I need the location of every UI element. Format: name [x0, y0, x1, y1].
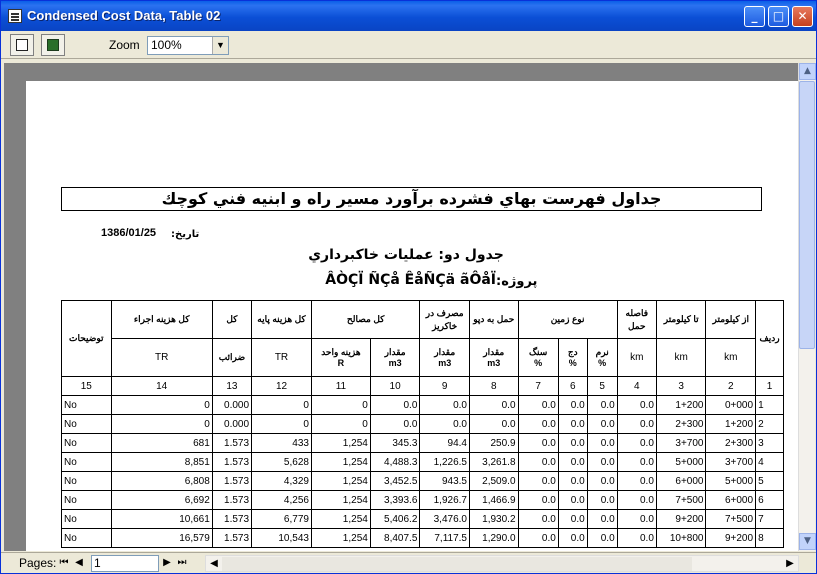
table-row — [62, 472, 784, 491]
unit-pct-1: % — [534, 358, 543, 368]
table-cell: 0.0 — [587, 491, 617, 510]
table-cell: 3,452.5 — [370, 472, 420, 491]
scroll-right-button[interactable]: ▶ — [786, 558, 794, 569]
table-cell: No — [62, 529, 112, 548]
table-cell: 5,406.2 — [370, 510, 420, 529]
table-cell: 681 — [111, 434, 212, 453]
table-cell: 10,543 — [252, 529, 312, 548]
table-cell: 5+000 — [656, 453, 706, 472]
table-cell: 9+200 — [656, 510, 706, 529]
table-cell: 2 — [756, 415, 784, 434]
table-cell: 10+800 — [656, 529, 706, 548]
table-cell: 0 — [311, 396, 370, 415]
table-cell: 0 — [252, 396, 312, 415]
table-cell: 0.0 — [617, 472, 656, 491]
table-cell: 5,628 — [252, 453, 312, 472]
table-cell: 8 — [756, 529, 784, 548]
unit-pct-3: % — [598, 358, 607, 368]
table-cell: 0.0 — [558, 510, 587, 529]
table-cell: 250.9 — [469, 434, 518, 453]
report-subtitle: جدول دو: عمليات خاكبرداري — [308, 247, 504, 263]
table-row — [62, 396, 784, 415]
header-to-km: تا كيلومتر — [656, 301, 706, 339]
table-cell: 3,261.8 — [469, 453, 518, 472]
table-cell: 0.0 — [617, 491, 656, 510]
table-cell: 0.0 — [587, 434, 617, 453]
table-cell: 0.0 — [558, 415, 587, 434]
header-qty-1 — [370, 339, 420, 377]
table-cell: 1.573 — [212, 491, 251, 510]
last-page-button[interactable]: ⏭ — [177, 557, 187, 568]
table-cell: 6,808 — [111, 472, 212, 491]
table-cell: 1.573 — [212, 510, 251, 529]
table-cell: 0.0 — [587, 415, 617, 434]
table-cell: 1,466.9 — [469, 491, 518, 510]
table-cell: 0.0 — [558, 491, 587, 510]
table-cell: 16,579 — [111, 529, 212, 548]
table-cell: 0.0 — [370, 396, 420, 415]
table-cell: 6 — [756, 491, 784, 510]
table-cell: 1.573 — [212, 453, 251, 472]
chevron-down-icon[interactable]: ▼ — [212, 37, 228, 54]
table-cell: 0.0 — [558, 453, 587, 472]
header-from-km: از كيلومتر — [706, 301, 756, 339]
unit-tr-2: TR — [252, 339, 312, 377]
zoom-select[interactable] — [147, 36, 229, 55]
horizontal-scrollbar[interactable] — [205, 555, 799, 572]
report-viewport — [4, 63, 798, 551]
unit-cost-label: هزينه واحد — [321, 347, 361, 357]
header-notes: توضيحات — [62, 301, 112, 377]
header-medium — [558, 339, 587, 377]
table-cell: 9+200 — [706, 529, 756, 548]
table-cell: 2+300 — [656, 415, 706, 434]
table-row — [62, 453, 784, 472]
table-cell: 6+000 — [706, 491, 756, 510]
unit-r: R — [337, 358, 345, 368]
unit-pct-2: % — [568, 358, 577, 368]
table-cell: 0.0 — [617, 510, 656, 529]
page-number-input[interactable]: 1 — [91, 555, 159, 572]
table-cell: 2,509.0 — [469, 472, 518, 491]
minimize-button[interactable]: _ — [744, 6, 765, 27]
header-rock — [518, 339, 558, 377]
header-total-base-cost: كل هزينه پايه — [252, 301, 312, 339]
table-row — [62, 510, 784, 529]
col-num: 12 — [252, 377, 312, 396]
unit-m3-3: m3 — [487, 358, 501, 368]
soft-label: نرم — [595, 347, 609, 357]
col-num: 4 — [617, 377, 656, 396]
cost-table — [61, 300, 784, 548]
table-cell: 0.0 — [518, 415, 558, 434]
table-cell: 0.0 — [587, 396, 617, 415]
medium-label: دج — [567, 347, 578, 357]
table-cell: 1,254 — [311, 491, 370, 510]
unit-tr-1: TR — [111, 339, 212, 377]
table-cell: 94.4 — [420, 434, 470, 453]
column-number-row — [62, 377, 784, 396]
prev-page-button[interactable]: ◀ — [75, 557, 83, 568]
table-cell: 1,254 — [311, 434, 370, 453]
table-cell: 0.0 — [518, 510, 558, 529]
export-button[interactable] — [41, 34, 65, 56]
col-num: 15 — [62, 377, 112, 396]
zoom-value: 100% — [151, 38, 182, 52]
table-cell: 433 — [252, 434, 312, 453]
table-cell: 0.0 — [420, 396, 470, 415]
table-cell: 0.0 — [617, 396, 656, 415]
table-cell: 0 — [252, 415, 312, 434]
date-value: 1386/01/25 — [101, 227, 157, 239]
header-soil-type: نوع زمين — [518, 301, 617, 339]
table-cell: 7,117.5 — [420, 529, 470, 548]
report-title: جداول فهرست بهاي فشرده برآورد مسير راه و ابنيه فني كوچك — [61, 187, 762, 211]
table-cell: 0.0 — [518, 434, 558, 453]
status-bar — [1, 552, 816, 573]
table-row — [62, 415, 784, 434]
pages-label: Pages: — [19, 556, 57, 570]
qty-label-2: مقدار — [434, 347, 456, 357]
table-cell: 0.000 — [212, 415, 251, 434]
table-cell: 0.0 — [558, 472, 587, 491]
table-row — [62, 491, 784, 510]
table-cell: 1 — [756, 396, 784, 415]
table-cell: 4,488.3 — [370, 453, 420, 472]
header-fill-use: مصرف در خاكريز — [420, 301, 470, 339]
header-row-number: رديف — [756, 301, 784, 377]
table-cell: 0.0 — [617, 453, 656, 472]
scroll-down-button[interactable]: ▼ — [799, 533, 816, 550]
table-cell: 0.0 — [518, 491, 558, 510]
col-num: 7 — [518, 377, 558, 396]
header-qty-3 — [469, 339, 518, 377]
table-cell: 10,661 — [111, 510, 212, 529]
col-num: 3 — [656, 377, 706, 396]
table-cell: 7+500 — [656, 491, 706, 510]
table-cell: 8,851 — [111, 453, 212, 472]
col-num: 10 — [370, 377, 420, 396]
table-cell: 1.573 — [212, 472, 251, 491]
next-page-button[interactable]: ▶ — [163, 557, 171, 568]
table-cell: 0 — [111, 415, 212, 434]
unit-km-3: km — [706, 339, 756, 377]
header-total-exec-cost: كل هزينه اجراء — [111, 301, 212, 339]
table-cell: 0.0 — [370, 415, 420, 434]
vertical-scroll-thumb[interactable] — [799, 81, 815, 349]
table-cell: 0.0 — [617, 434, 656, 453]
table-cell: 1,926.7 — [420, 491, 470, 510]
table-cell: 1+200 — [656, 396, 706, 415]
first-page-button[interactable]: ⏮ — [59, 557, 69, 568]
table-cell: 7+500 — [706, 510, 756, 529]
col-num: 9 — [420, 377, 470, 396]
table-cell: 3,393.6 — [370, 491, 420, 510]
table-cell: 1.573 — [212, 434, 251, 453]
table-cell: 0 — [311, 415, 370, 434]
table-cell: 0.0 — [518, 472, 558, 491]
table-cell: 0.0 — [469, 415, 518, 434]
header-coefficients: ضرائب — [212, 339, 251, 377]
unit-m3-1: m3 — [388, 358, 402, 368]
header-row-2 — [62, 339, 784, 377]
table-row — [62, 434, 784, 453]
table-cell: 0.0 — [587, 510, 617, 529]
maximize-button[interactable]: □ — [768, 6, 789, 27]
window-title: Condensed Cost Data, Table 02 — [27, 8, 221, 23]
table-cell: No — [62, 510, 112, 529]
table-cell: 3+700 — [656, 434, 706, 453]
date-label: تاريخ: — [171, 229, 200, 240]
table-cell: 4,256 — [252, 491, 312, 510]
col-num: 1 — [756, 377, 784, 396]
table-cell: 1,226.5 — [420, 453, 470, 472]
header-row-1 — [62, 301, 784, 339]
table-cell: 1,254 — [311, 529, 370, 548]
table-cell: 0.0 — [469, 396, 518, 415]
vertical-scrollbar[interactable] — [798, 63, 815, 551]
scroll-up-button[interactable]: ▲ — [799, 63, 816, 80]
table-cell: 0.0 — [518, 529, 558, 548]
table-row — [62, 529, 784, 548]
table-body — [62, 396, 784, 548]
table-cell: 5+000 — [706, 472, 756, 491]
table-cell: No — [62, 453, 112, 472]
col-num: 14 — [111, 377, 212, 396]
table-cell: 6,779 — [252, 510, 312, 529]
qty-label-1: مقدار — [384, 347, 406, 357]
table-cell: 0+000 — [706, 396, 756, 415]
header-haul-distance: فاصله حمل — [617, 301, 656, 339]
table-cell: No — [62, 415, 112, 434]
table-cell: 0.0 — [518, 396, 558, 415]
title-bar — [1, 1, 816, 31]
col-num: 2 — [706, 377, 756, 396]
print-button[interactable] — [10, 34, 34, 56]
table-cell: 0.0 — [617, 415, 656, 434]
scroll-left-button[interactable]: ◀ — [210, 558, 218, 569]
col-num: 11 — [311, 377, 370, 396]
header-total-materials: كل مصالح — [311, 301, 419, 339]
table-cell: 943.5 — [420, 472, 470, 491]
table-cell: 4,329 — [252, 472, 312, 491]
table-cell: 345.3 — [370, 434, 420, 453]
table-cell: 1+200 — [706, 415, 756, 434]
export-icon — [47, 39, 59, 51]
table-cell: 5 — [756, 472, 784, 491]
table-cell: 1,254 — [311, 510, 370, 529]
header-soft — [587, 339, 617, 377]
table-cell: 1,930.2 — [469, 510, 518, 529]
table-cell: 0.0 — [558, 396, 587, 415]
table-cell: 0.0 — [587, 529, 617, 548]
close-button[interactable]: ✕ — [792, 6, 813, 27]
table-cell: 1.573 — [212, 529, 251, 548]
app-icon — [8, 9, 22, 23]
report-page — [26, 81, 798, 551]
unit-km-2: km — [656, 339, 706, 377]
table-cell: 0.0 — [617, 529, 656, 548]
unit-m3-2: m3 — [438, 358, 452, 368]
table-cell: 6,692 — [111, 491, 212, 510]
table-cell: 6+000 — [656, 472, 706, 491]
table-cell: No — [62, 472, 112, 491]
table-cell: No — [62, 434, 112, 453]
project-label: پروژه: — [496, 274, 538, 289]
header-total: كل — [212, 301, 251, 339]
qty-label-3: مقدار — [483, 347, 505, 357]
unit-km-1: km — [617, 339, 656, 377]
table-cell: 3+700 — [706, 453, 756, 472]
project-value: ÂÒÇÏ ÑÇå ÊåÑÇä ãÔåÏ — [325, 272, 496, 288]
table-cell: 0.0 — [420, 415, 470, 434]
table-cell: 0.0 — [518, 453, 558, 472]
table-cell: 1,254 — [311, 472, 370, 491]
col-num: 8 — [469, 377, 518, 396]
table-cell: 0.0 — [558, 434, 587, 453]
print-icon — [16, 39, 28, 51]
col-num: 6 — [558, 377, 587, 396]
table-cell: 0.0 — [558, 529, 587, 548]
table-cell: 2+300 — [706, 434, 756, 453]
table-cell: No — [62, 491, 112, 510]
zoom-label: Zoom — [109, 38, 140, 52]
table-cell: 0 — [111, 396, 212, 415]
col-num: 13 — [212, 377, 251, 396]
header-qty-2 — [420, 339, 470, 377]
table-cell: 0.0 — [587, 453, 617, 472]
table-cell: 4 — [756, 453, 784, 472]
table-cell: 3 — [756, 434, 784, 453]
table-cell: No — [62, 396, 112, 415]
col-num: 5 — [587, 377, 617, 396]
header-haul-depot: حمل به دپو — [469, 301, 518, 339]
table-cell: 8,407.5 — [370, 529, 420, 548]
table-cell: 7 — [756, 510, 784, 529]
horizontal-scroll-thumb[interactable] — [222, 557, 692, 571]
table-cell: 3,476.0 — [420, 510, 470, 529]
table-cell: 1,290.0 — [469, 529, 518, 548]
header-unit-cost — [311, 339, 370, 377]
table-cell: 1,254 — [311, 453, 370, 472]
table-cell: 0.0 — [587, 472, 617, 491]
table-cell: 0.000 — [212, 396, 251, 415]
rock-label: سنگ — [529, 347, 548, 357]
